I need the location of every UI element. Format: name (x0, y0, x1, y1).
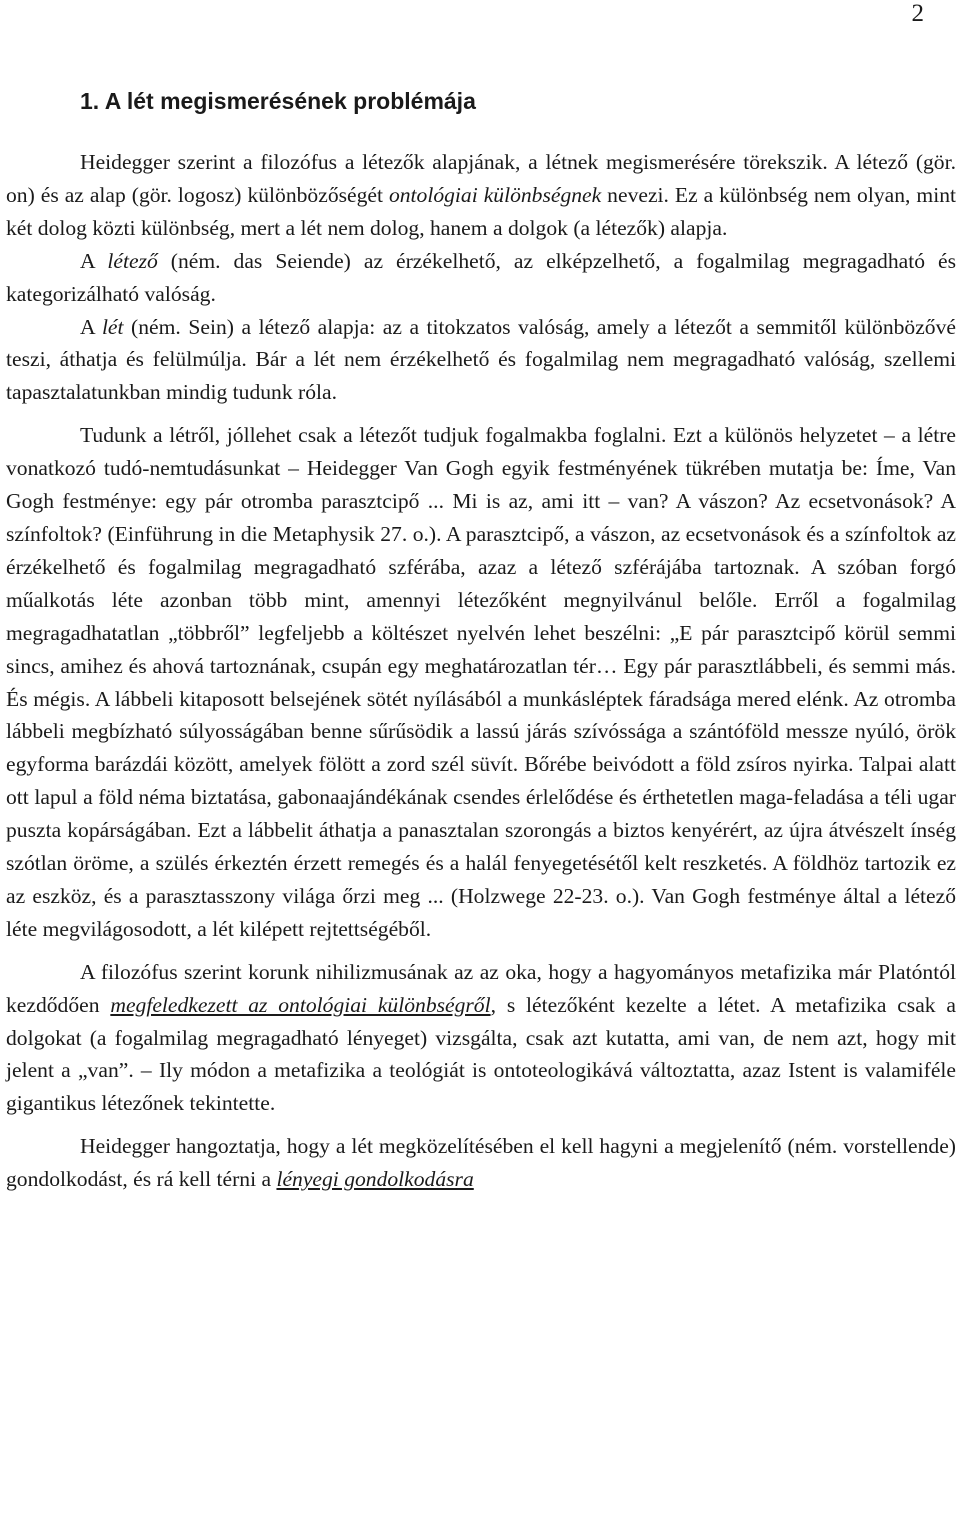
text-run: Tudunk a létről, jóllehet csak a létezőt tudjuk fogalmakba foglalni. Ezt a különös helyzetet – a létre vonatkozó tudó-nemtudásunkat – Heidegger Van Gogh egyik festményének tükrében mutatja be: Íme, Van Gogh festménye: egy pár otromba parasztcipő ... Mi is az, ami itt – van? A vászon? Az ecsetvonások? A színfoltok? (Einführung in die Metaphysik 27. o.). A parasztcipő, a vászon, az ecsetvonások és a színfoltok az érzékelhető és fogalmilag megragadható szférába, azaz a létező szférájába tartoznak. A szóban forgó műalkotás léte azonban több mint, amennyi létezőként megnyilvánul belőle. Erről a fogalmilag megragadhatatlan „többről” legfeljebb a költészet nyelvén lehet beszélni: „E pár parasztcipő körül semmi sincs, amihez és ahová tartoznának, csupán egy meghatározatlan tér… Egy pár parasztlábbeli, és semmi más. És mégis. A lábbeli kitaposott belsejének sötét nyílásából a munkásléptek fáradsága mered elénk. Az otromba lábbeli megbízható súlyosságában benne sűrűsödik a lassú járás szívóssága a szántóföld messze nyúló, örök egyforma barázdái között, amelyek fölött a zord szél süvít. Bőrébe beivódott a föld zsíros nyirka. Talpai alatt ott lapul a föld néma biztatása, gabonaajándékának csendes érlelődése és érthetetlen maga-feladása a téli ugar puszta kopárságában. Ezt a lábbelit áthatja a panasztalan szorongás a biztos kenyérért, az újra átvészelt ínség szótlan öröme, a szülés érkeztén érzett remegés és a halál fenyegetésétől kelt reszketés. A földhöz tartozik ez az eszköz, és a parasztasszony világa őrzi meg ... (Holzwege 22-23. o.). Van Gogh festménye által a létező léte megvilágosodott, a lét kilépett rejtettségéből. (6, 423, 956, 941)
paragraph-2 (6, 245, 956, 311)
text-run: (ném. das Seiende) az érzékelhető, az elképzelhető, a fogalmilag megragadható és kategorizálható valóság. (6, 248, 956, 306)
text-run: A (80, 314, 102, 339)
text-run: Heidegger szerint a filozófus a létezők alapjának, a létnek megismerésére törekszik. A létező (gör. on) és az alap (gör. logosz) különbözőségét (6, 150, 956, 207)
paragraph-4 (6, 419, 956, 946)
text-run: Heidegger hangoztatja, hogy a lét megközelítésében el kell hagyni a megjelenítő (ném. vorstellende) gondolkodást, és rá kell térni a (6, 1134, 956, 1192)
paragraph-5 (6, 956, 956, 1121)
emphasized-term: megfeledkezett az ontológiai különbségről (110, 992, 491, 1017)
paragraph-3 (6, 311, 956, 410)
page-number: 2 (911, 0, 924, 27)
emphasized-term: lényegi gondolkodásra (276, 1167, 474, 1192)
emphasized-term: létező (107, 248, 158, 273)
emphasized-term: lét (101, 314, 124, 339)
text-run: (ném. Sein) a létező alapja: az a titokzatos valóság, amely a létezőt a semmitől különbözővé teszi, áthatja és felülmúlja. Bár a lét nem érzékelhető és fogalmilag nem megragadható valóság, szellemi tapasztalatunkban mindig tudunk róla. (6, 314, 956, 405)
text-run: , s létezőként kezelte a létet. A metafizika csak a dolgokat (a fogalmilag megragadható lényeget) vizsgálta, csak azt kutatta, ami van, de nem azt, hogy mit jelent a „van”. – Ily módon a metafizika a teológiát is ontoteologikává változtatta, azaz Istent is valamiféle gigantikus létezőnek tekintette. (6, 992, 956, 1116)
emphasized-term: ontológiai különbségnek (388, 182, 602, 207)
section-heading: 1. A lét megismerésének problémája (80, 88, 476, 114)
text-run: A (80, 248, 108, 273)
body-text (6, 146, 956, 1196)
paragraph-6 (6, 1130, 956, 1196)
paragraph-1 (6, 146, 956, 245)
text-run: nevezi. Ez a különbség nem olyan, mint két dolog közti különbség, mert a lét nem dolog, hanem a dolgok (a létezők) alapja. (6, 182, 956, 240)
text-run: A filozófus szerint korunk nihilizmusának az az oka, hogy a hagyományos metafizika már Platóntól kezdődően (6, 959, 956, 1017)
